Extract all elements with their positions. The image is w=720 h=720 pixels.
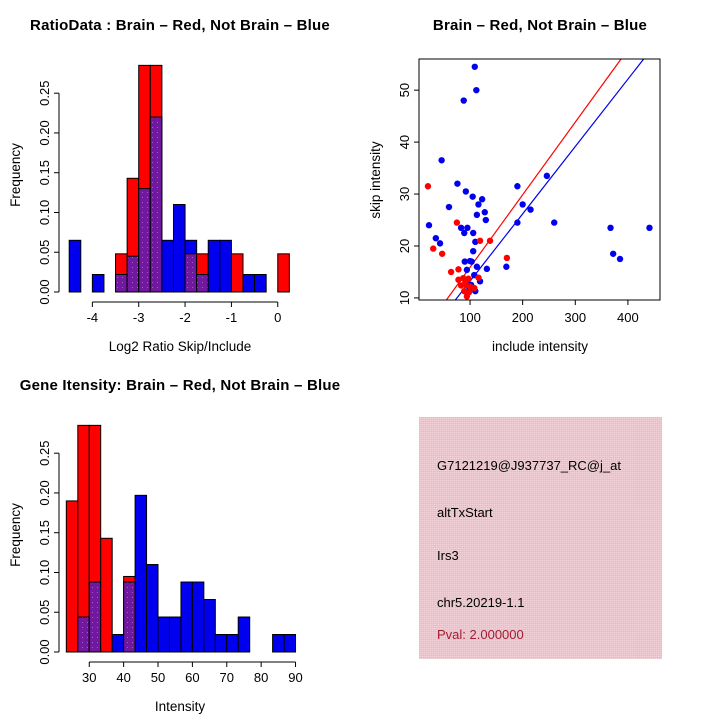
svg-text:80: 80 bbox=[253, 670, 269, 685]
ratio-histogram-xlabel: Log2 Ratio Skip/Include bbox=[108, 339, 252, 354]
svg-text:300: 300 bbox=[564, 310, 587, 325]
intensity-histogram-title: Gene Itensity: Brain – Red, Not Brain – Blue bbox=[19, 377, 341, 394]
scatter-xlabel: include intensity bbox=[491, 339, 589, 354]
intensity-histogram-plot bbox=[0, 360, 360, 720]
scatter-panel bbox=[360, 0, 720, 360]
intensity-histogram-panel bbox=[0, 360, 360, 720]
gene-name: Irs3 bbox=[437, 548, 459, 563]
svg-text:0.15: 0.15 bbox=[37, 520, 52, 546]
svg-text:0.00: 0.00 bbox=[37, 639, 52, 665]
svg-text:0.05: 0.05 bbox=[37, 599, 52, 625]
ratio-histogram-ylabel: Frequency bbox=[8, 143, 23, 207]
svg-text:-2: -2 bbox=[179, 310, 191, 325]
svg-text:0.20: 0.20 bbox=[37, 480, 52, 506]
svg-text:30: 30 bbox=[397, 186, 412, 202]
ratio-histogram-plot bbox=[0, 0, 360, 360]
gene-info-panel bbox=[360, 360, 720, 720]
pval-text: Pval: 2.000000 bbox=[437, 627, 524, 642]
ratio-histogram-panel bbox=[0, 0, 360, 360]
probe-id: G7121219@J937737_RC@j_at bbox=[437, 458, 621, 473]
svg-text:0.15: 0.15 bbox=[37, 160, 52, 186]
svg-text:0.25: 0.25 bbox=[37, 440, 52, 466]
svg-text:0.20: 0.20 bbox=[37, 120, 52, 146]
svg-text:60: 60 bbox=[185, 670, 200, 685]
svg-text:0.10: 0.10 bbox=[37, 559, 52, 586]
ratio-histogram-title: RatioData : Brain – Red, Not Brain – Blue bbox=[30, 17, 330, 34]
splice-event-type: altTxStart bbox=[437, 505, 493, 520]
intensity-histogram-ylabel: Frequency bbox=[8, 503, 23, 567]
svg-text:100: 100 bbox=[459, 310, 481, 325]
svg-text:400: 400 bbox=[617, 310, 639, 325]
genomic-location: chr5.20219-1.1 bbox=[437, 595, 525, 610]
svg-text:0.05: 0.05 bbox=[37, 239, 52, 265]
svg-text:0.10: 0.10 bbox=[37, 199, 52, 226]
svg-text:30: 30 bbox=[82, 670, 97, 685]
svg-text:-4: -4 bbox=[86, 310, 99, 325]
svg-text:40: 40 bbox=[116, 670, 131, 685]
svg-text:0: 0 bbox=[274, 310, 282, 325]
svg-text:10: 10 bbox=[397, 290, 412, 306]
svg-text:50: 50 bbox=[150, 670, 166, 685]
svg-text:0.25: 0.25 bbox=[37, 80, 52, 106]
svg-text:-3: -3 bbox=[132, 310, 145, 325]
svg-text:20: 20 bbox=[397, 238, 412, 254]
svg-text:70: 70 bbox=[219, 670, 235, 685]
svg-text:90: 90 bbox=[288, 670, 303, 685]
svg-text:-1: -1 bbox=[225, 310, 238, 325]
scatter-ylabel: skip intensity bbox=[368, 141, 383, 219]
svg-text:200: 200 bbox=[511, 310, 534, 325]
svg-text:40: 40 bbox=[397, 134, 412, 150]
scatter-title: Brain – Red, Not Brain – Blue bbox=[432, 17, 648, 34]
scatter-plot bbox=[360, 0, 720, 360]
svg-text:50: 50 bbox=[397, 82, 412, 98]
gene-info-card bbox=[419, 417, 662, 659]
svg-text:0.00: 0.00 bbox=[37, 279, 52, 305]
intensity-histogram-xlabel: Intensity bbox=[154, 699, 206, 714]
